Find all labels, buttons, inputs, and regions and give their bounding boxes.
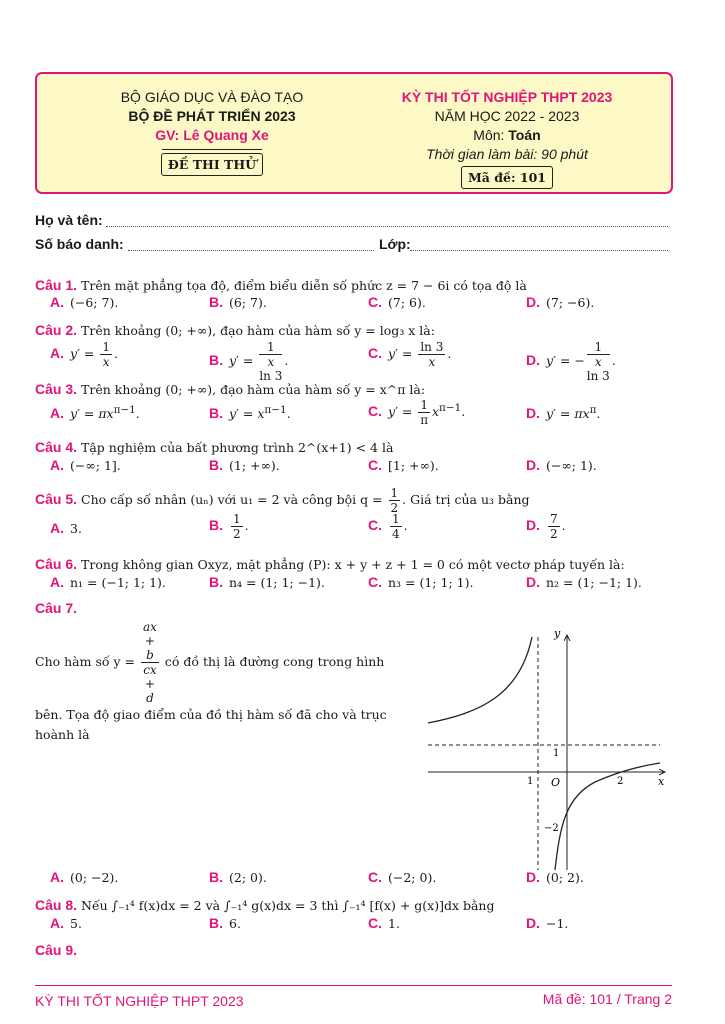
question-9: [35, 941, 675, 960]
question-label: Câu 4.: [35, 439, 78, 455]
subject-line: [387, 126, 627, 145]
subject-name: Toán: [508, 127, 541, 143]
exam-title: KỲ THI TỐT NGHIỆP THPT 2023: [401, 89, 613, 105]
question-6: [35, 555, 675, 574]
exam-type-box: ĐỀ THI THỬ: [161, 153, 263, 176]
question-4-options: [50, 457, 675, 477]
y-axis-label: y: [554, 627, 561, 640]
question-8-options: [50, 915, 675, 935]
option-a[interactable]: A. 5.: [50, 915, 82, 931]
tick-y-positive: 1: [553, 748, 560, 759]
exam-code-box: Mã đề: 101: [461, 166, 553, 189]
question-4: [35, 438, 675, 457]
option-a[interactable]: A. (0; −2).: [50, 869, 119, 885]
question-text: Cho cấp số nhân (uₙ) với u₁ = 2 và công bội q =: [81, 492, 383, 507]
option-d[interactable]: D. −1.: [526, 915, 569, 931]
question-text: Nếu ∫₋₁⁴ f(x)dx = 2 và ∫₋₁⁴ g(x)dx = 3 thì ∫₋₁⁴ [f(x) + g(x)]dx bằng: [81, 898, 495, 913]
teacher-name: GV: Lê Quang Xe: [155, 127, 269, 143]
question-3: [35, 380, 675, 399]
question-2: [35, 321, 675, 340]
name-field[interactable]: [106, 226, 668, 227]
curve-right-branch: [555, 763, 660, 870]
question-text: Trên mặt phẳng tọa độ, điểm biểu diễn số phức z = 7 − 6i có tọa độ là: [81, 278, 527, 293]
option-b[interactable]: B. n₄ = (1; 1; −1).: [209, 574, 325, 590]
option-a[interactable]: A. $y' = \pi x^{\pi-1}$.: [50, 404, 140, 422]
question-7: [35, 599, 675, 618]
option-c[interactable]: C. (7; 6).: [368, 294, 426, 310]
question-text-cont: . Giá trị của u₃ bằng: [402, 492, 530, 507]
ministry-name: BỘ GIÁO DỤC VÀ ĐÀO TẠO: [120, 89, 304, 105]
option-c[interactable]: C. $\frac{1}{4}$ .: [368, 512, 408, 541]
option-c[interactable]: C. y′ = $\frac{\ln 3}{x}$ .: [368, 340, 452, 369]
question-label: Câu 6.: [35, 556, 78, 572]
question-1: [35, 276, 675, 295]
option-d[interactable]: D. y′ = − 1 x ln 3 .: [526, 340, 616, 383]
class-field[interactable]: [410, 250, 668, 251]
question-label: Câu 8.: [35, 897, 78, 913]
question-5: Câu 5. Cho cấp số nhân (uₙ) với u₁ = 2 và công bội q = $\frac{1}{2}$ . Giá trị của u₃ bằng: [35, 486, 530, 515]
option-c[interactable]: C. n₃ = (1; 1; 1).: [368, 574, 474, 590]
option-b[interactable]: B. (1; +∞).: [209, 457, 280, 473]
question-6-options: [50, 574, 675, 594]
option-c[interactable]: C. y′ = $\frac{1}{\pi}$ $x^{\pi-1}$.: [368, 398, 466, 427]
curve-left-branch: [428, 637, 532, 723]
footer-page-info: Mã đề: 101 / Trang 2: [542, 991, 672, 1007]
footer-exam-title: KỲ THI TỐT NGHIỆP THPT 2023: [35, 993, 244, 1009]
question-text: Tập nghiệm của bất phương trình 2^(x+1) < 4 là: [81, 440, 394, 455]
question-text: Trên khoảng (0; +∞), đạo hàm của hàm số y = log₃ x là:: [81, 323, 435, 338]
option-a[interactable]: A. 3.: [50, 520, 82, 536]
name-label: Họ và tên:: [35, 212, 103, 228]
question-5-options: [50, 512, 675, 546]
option-b[interactable]: B. (6; 7).: [209, 294, 267, 310]
id-label: Số báo danh:: [35, 236, 124, 252]
option-c[interactable]: C. 1.: [368, 915, 400, 931]
question-label: Câu 5.: [35, 491, 78, 507]
option-c[interactable]: C. (−2; 0).: [368, 869, 437, 885]
footer-divider: [35, 985, 672, 986]
collection-title: BỘ ĐỀ PHÁT TRIỂN 2023: [128, 108, 296, 124]
question-label: Câu 9.: [35, 942, 78, 958]
option-d[interactable]: D. $y' = \pi x^\pi$.: [526, 404, 601, 422]
option-d[interactable]: D. (7; −6).: [526, 294, 595, 310]
option-a[interactable]: A. (−6; 7).: [50, 294, 119, 310]
option-b[interactable]: B. 6.: [209, 915, 241, 931]
question-label: Câu 1.: [35, 277, 78, 293]
question-label: Câu 7.: [35, 600, 78, 616]
origin-label: O: [551, 776, 561, 789]
exam-header: [35, 72, 673, 194]
question-3-options: [50, 398, 675, 432]
option-a[interactable]: A. n₁ = (−1; 1; 1).: [50, 574, 166, 590]
option-d[interactable]: D. (0; 2).: [526, 869, 584, 885]
question-label: Câu 3.: [35, 381, 78, 397]
time-limit: Thời gian làm bài: 90 phút: [426, 146, 588, 162]
option-c[interactable]: C. [1; +∞).: [368, 457, 439, 473]
option-d[interactable]: D. $\frac{7}{2}$ .: [526, 512, 566, 541]
question-text-cont: có đồ thị là đường cong trong hình bên. Tọa độ giao điểm của đồ thị hàm số đã cho và trục hoành là: [35, 654, 387, 742]
question-7-body: Cho hàm số y = ax + b cx + d có đồ thị là đường cong trong hình bên. Tọa độ giao điểm của đồ thị hàm số đã cho và trục hoành là: [35, 620, 387, 742]
question-label: Câu 2.: [35, 322, 78, 338]
question-text: Trong không gian Oxyz, mặt phẳng (P): x + y + z + 1 = 0 có một vectơ pháp tuyến là:: [81, 557, 625, 572]
option-a[interactable]: A. (−∞; 1].: [50, 457, 121, 473]
option-b[interactable]: B. y′ = 1 x ln 3 .: [209, 340, 289, 383]
school-year: NĂM HỌC 2022 - 2023: [434, 108, 580, 124]
question-2-options: [50, 340, 675, 383]
option-b[interactable]: B. $y' = x^{\pi-1}$.: [209, 404, 291, 422]
subject-label: Môn:: [473, 127, 509, 143]
question-8: [35, 896, 675, 915]
option-b[interactable]: B. (2; 0).: [209, 869, 267, 885]
option-d[interactable]: D. (−∞; 1).: [526, 457, 597, 473]
option-b[interactable]: B. $\frac{1}{2}$ .: [209, 512, 249, 541]
header-left: [97, 88, 327, 176]
question-text: Trên khoảng (0; +∞), đạo hàm của hàm số y = x^π là:: [81, 382, 426, 397]
class-label: Lớp:: [379, 236, 411, 252]
question-1-options: [50, 294, 675, 314]
question-7-options: [50, 869, 675, 889]
question-text: Cho hàm số y =: [35, 654, 135, 669]
tick-x-negative: 1: [527, 776, 534, 787]
option-a[interactable]: A. y′ = $\frac{1}{x}$ .: [50, 340, 118, 369]
id-field[interactable]: [128, 250, 374, 251]
option-d[interactable]: D. n₂ = (1; −1; 1).: [526, 574, 642, 590]
header-right: [387, 88, 627, 189]
tick-y-negative: −2: [544, 823, 559, 834]
x-axis-label: x: [658, 775, 665, 788]
function-graph: [420, 625, 675, 875]
divider: [162, 149, 262, 150]
tick-x-positive: 2: [617, 776, 624, 787]
